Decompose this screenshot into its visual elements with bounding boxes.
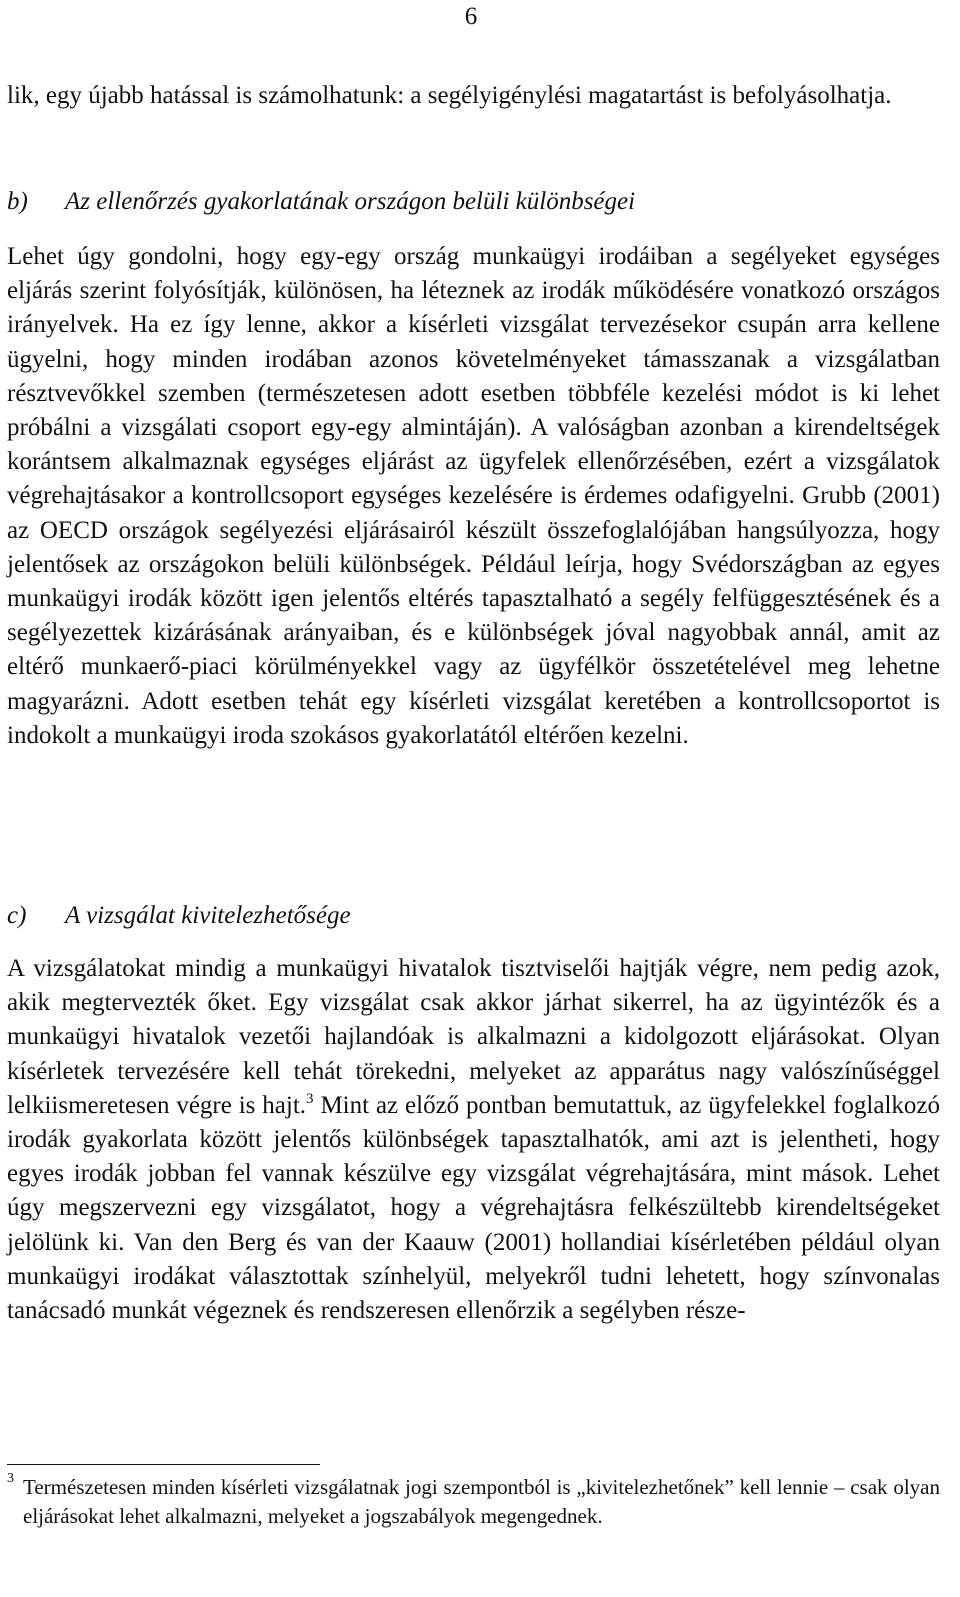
footnote-divider bbox=[7, 1464, 320, 1465]
footnote bbox=[7, 1473, 940, 1530]
section-label: c) bbox=[7, 902, 27, 929]
section-title: Az ellenőrzés gyakorlatának országon belüli különbségei bbox=[65, 188, 636, 215]
section-label: b) bbox=[7, 188, 28, 215]
paragraph-control-differences: Lehet úgy gondolni, hogy egy-egy ország munkaügyi irodáiban a segélyeket egységes eljárás szerint folyósítják, különösen, ha léteznek az irodák működésére vonatkozó országos irányelvek. Ha ez így lenne, akkor a kísérleti vizsgálat tervezésekor csupán arra kellene ügyelni, hogy minden irodában azonos követelményeket támasszanak a vizsgálatban résztvevőkkel szemben (természetesen adott esetben többféle kezelési módot is ki lehet próbálni a vizsgálati csoport egy-egy almintáján). A valóságban azonban a kirendeltségek korántsem alkalmaznak egységes eljárást az ügyfelek ellenőrzésében, ezért a vizsgálatok végrehajtásakor a kontrollcsoport egységes kezelésére is érdemes odafigyelni. Grubb (2001) az OECD országok segélyezési eljárásairól készült összefoglalójában hangsúlyozza, hogy jelentősek az országokon belüli különbségek. Például leírja, hogy Svédországban az egyes munkaügyi irodák között igen jelentős eltérés tapasztalható a segély felfüggesztésének és a segélyezettek kizárásának arányaiban, és e különbségek jóval nagyobbak annál, amit az eltérő munkaerő-piaci körülményekkel vagy az ügyfélkör összetételével meg lehetne magyarázni. Adott esetben tehát egy kísérleti vizsgálat keretében a kontrollcsoportot is indokolt a munkaügyi iroda szokásos gyakorlatától eltérően kezelni. bbox=[7, 243, 940, 749]
paragraph-text: Mint az előző pontban bemutattuk, az ügyfelekkel foglalkozó irodák gyakorlata között jelentős különbségek tapasztalhatók, ami azt is jelentheti, hogy egyes irodák jobban fel vannak készülve egy vizsgálat végrehajtására, mint mások. Lehet úgy megszervezni egy vizsgálatot, hogy a végrehajtásra felkészültebb kirendeltségeket jelölünk ki. Van den Berg és van der Kaauw (2001) hollandiai kísérletében például olyan munkaügyi irodákat választottak színhelyül, melyekről tudni lehetett, hogy színvonalas tanácsadó munkát végeznek és rendszeresen ellenőrzik a segélyben része- bbox=[7, 1091, 940, 1325]
footnote-text: Természetesen minden kísérleti vizsgálatnak jogi szempontból is „kivitelezhetőnek” kell lennie – csak olyan eljárásokat lehet alkalmazni, melyeket a jogszabályok megengednek. bbox=[23, 1475, 940, 1528]
section-heading-c bbox=[7, 899, 940, 933]
paragraph-feasibility bbox=[7, 952, 940, 1328]
paragraph-continuation: lik, egy újabb hatással is számolhatunk: a segélyigénylési magatartást is befolyásolhatja. bbox=[7, 82, 892, 109]
page-number: 6 bbox=[464, 3, 478, 30]
footnote-reference[interactable]: 3 bbox=[306, 1090, 314, 1107]
section-title: A vizsgálat kivitelezhetősége bbox=[65, 902, 351, 929]
paragraph-text: A vizsgálatokat mindig a munkaügyi hivatalok tisztviselői hajtják végre, nem pedig azok, akik megtervezték őket. Egy vizsgálat csak akkor járhat sikerrel, ha az ügyintézők és a munkaügyi hivatalok vezetői hajlandóak is alkalmazni a kidolgozott eljárásokat. Olyan kísérletek tervezésére kell tehát törekedni, melyeket az apparátus nagy valószínűséggel lelkiismeretesen végre is hajt. bbox=[7, 955, 940, 1119]
section-heading-b bbox=[7, 185, 940, 219]
footnote-mark: 3 bbox=[7, 1471, 14, 1486]
